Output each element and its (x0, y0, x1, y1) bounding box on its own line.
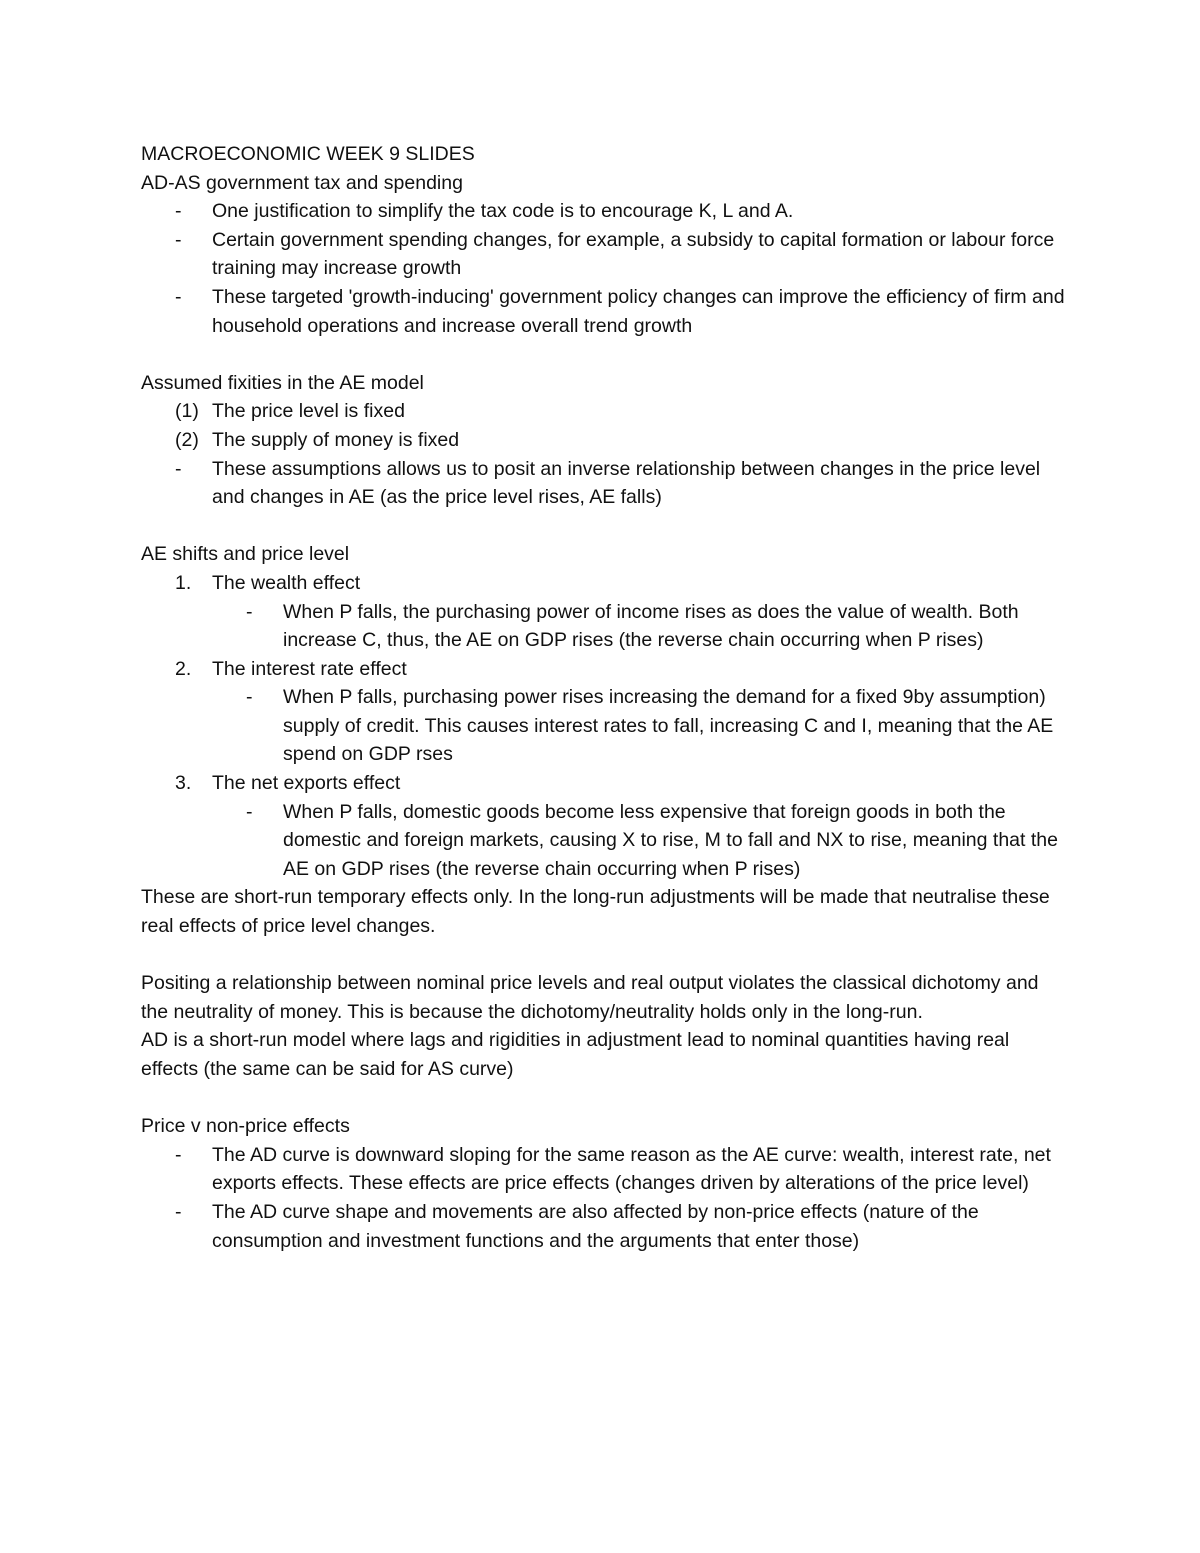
numbered-text: The interest rate effect (212, 657, 407, 680)
bullet-text: These assumptions allows us to posit an inverse relationship between changes in the price level and changes in AE (as the price level rises, AE falls) (212, 457, 1041, 509)
numbered-text: The price level is fixed (212, 400, 405, 423)
section-heading-ae-shifts: AE shifts and price level (141, 543, 350, 566)
bullet-text: These targeted 'growth-inducing' government policy changes can improve the efficiency of firm and household operations and increase overall trend growth (212, 285, 1065, 337)
paragraph-short-run: These are short-run temporary effects only. In the long-run adjustments will be made that neutralise these real effects of price level changes. (141, 886, 1050, 938)
bullet-text: The AD curve is downward sloping for the same reason as the AE curve: wealth, interest rate, net exports effects. These effects are price effects (changes driven by alterations of the price level) (212, 1143, 1051, 1195)
bullet-marker: - (175, 200, 182, 223)
numbered-text: The supply of money is fixed (212, 428, 460, 451)
bullet-marker: - (175, 228, 182, 251)
number-marker: (1) (175, 400, 199, 423)
document-body (141, 140, 1071, 1255)
paragraph-dichotomy: Positing a relationship between nominal price levels and real output violates the classical dichotomy and the neutrality of money. This is because the dichotomy/neutrality holds only in the long-run. (141, 972, 1039, 1023)
numbered-item (141, 397, 1071, 426)
section-heading-fixities: Assumed fixities in the AE model (141, 371, 424, 394)
numbered-item (141, 569, 1071, 598)
bullet-marker: - (175, 457, 182, 480)
sub-bullet-text: When P falls, the purchasing power of income rises as does the value of wealth. Both increase C, thus, the AE on GDP rises (the reverse chain occurring when P rises) (283, 600, 1019, 652)
blank-line (141, 340, 1071, 369)
bullet-item (141, 1141, 1071, 1198)
number-marker: 3. (175, 772, 192, 795)
blank-line (141, 941, 1071, 970)
blank-line (141, 1084, 1071, 1113)
numbered-item (141, 655, 1071, 684)
bullet-text: Certain government spending changes, for example, a subsidy to capital formation or labour force training may increase growth (212, 228, 1055, 280)
sub-bullet-text: When P falls, domestic goods become less expensive that foreign goods in both the domestic and foreign markets, causing X to rise, M to fall and NX to rise, meaning that the AE on GDP rises (the reverse chain occurring when P rises) (283, 800, 1058, 880)
bullet-item (141, 197, 1071, 226)
number-marker: 1. (175, 571, 192, 594)
numbered-text: The net exports effect (212, 772, 401, 795)
numbered-text: The wealth effect (212, 571, 361, 594)
document-title: MACROECONOMIC WEEK 9 SLIDES (141, 143, 475, 165)
sub-bullet-item (141, 798, 1071, 884)
bullet-text: One justification to simplify the tax code is to encourage K, L and A. (212, 200, 794, 223)
numbered-item (141, 426, 1071, 455)
bullet-marker: - (246, 600, 253, 623)
bullet-item (141, 283, 1071, 340)
sub-bullet-text: When P falls, purchasing power rises increasing the demand for a fixed 9by assumption) supply of credit. This causes interest rates to fall, increasing C and I, meaning that the AE spend on GDP rses (283, 686, 1054, 766)
number-marker: (2) (175, 428, 199, 451)
bullet-text: The AD curve shape and movements are also affected by non-price effects (nature of the consumption and investment functions and the arguments that enter those) (212, 1200, 979, 1252)
blank-line (141, 512, 1071, 541)
bullet-marker: - (175, 1143, 182, 1166)
bullet-marker: - (175, 1200, 182, 1223)
bullet-marker: - (246, 686, 253, 709)
sub-bullet-item (141, 683, 1071, 769)
sub-bullet-item (141, 598, 1071, 655)
bullet-item (141, 1198, 1071, 1255)
bullet-marker: - (246, 800, 253, 823)
bullet-marker: - (175, 285, 182, 308)
bullet-item (141, 226, 1071, 283)
section-heading-ad-as: AD-AS government tax and spending (141, 171, 463, 194)
section-heading-price-effects: Price v non-price effects (141, 1115, 350, 1138)
paragraph-ad-short-run: AD is a short-run model where lags and rigidities in adjustment lead to nominal quantities having real effects (the same can be said for AS curve) (141, 1029, 1010, 1080)
number-marker: 2. (175, 657, 192, 680)
bullet-item (141, 455, 1071, 512)
numbered-item (141, 769, 1071, 798)
